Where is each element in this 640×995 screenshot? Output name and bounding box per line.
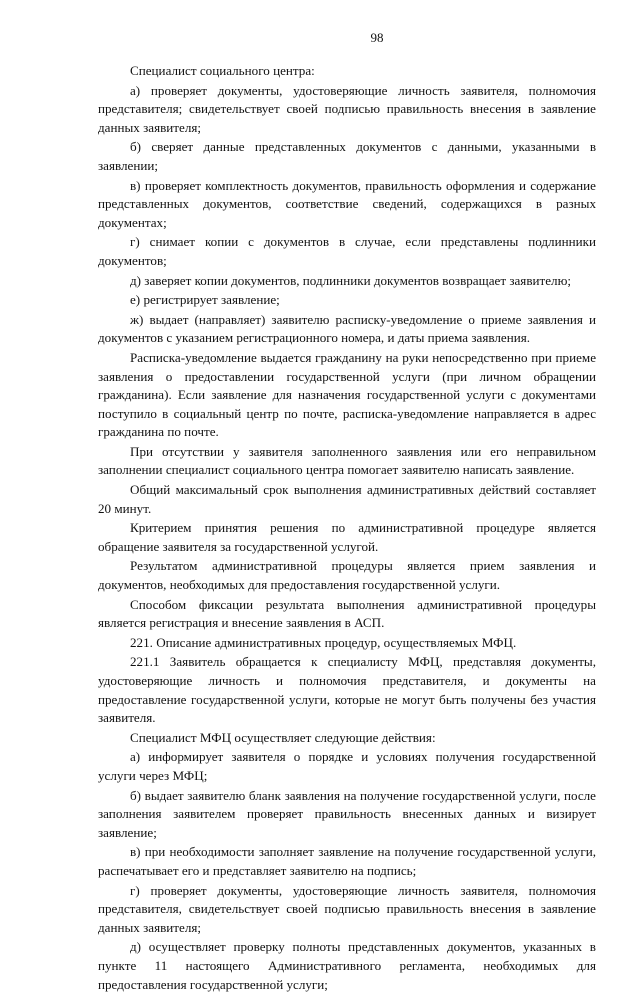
paragraph-mfc-item-d: д) осуществляет проверку полноты представленных документов, указанных в пункте 11 настоящего Административного регламента, необходимых для предоставления государственной услуги; bbox=[98, 939, 596, 992]
paragraph-item-e: е) регистрирует заявление; bbox=[130, 292, 280, 308]
paragraph-section-221-1: 221.1 Заявитель обращается к специалисту МФЦ, представляя документы, удостоверяющие личность и полномочия представителя, и документы на предоставление государственной услуги, которые не могут быть получены без участия заявителя. bbox=[98, 654, 596, 726]
paragraph-receipt-notice: Расписка-уведомление выдается гражданину на руки непосредственно при приеме заявления о предоставлении государственной услуги (при личном обращении гражданина). Если заявление для назначения государственной услуги с документами поступило в социальный центр по почте, расписка-уведомление направляется в адрес гражданина по почте. bbox=[98, 349, 596, 440]
paragraph-item-g: г) снимает копии с документов в случае, если представлены подлинники документов; bbox=[98, 234, 596, 268]
paragraph-item-d: д) заверяет копии документов, подлинники документов возвращает заявителю; bbox=[130, 272, 571, 288]
paragraph-section-221: 221. Описание административных процедур, осуществляемых МФЦ. bbox=[130, 634, 517, 650]
paragraph-mfc-specialist-heading: Специалист МФЦ осуществляет следующие действия: bbox=[130, 729, 436, 745]
paragraph-decision-criterion: Критерием принятия решения по административной процедуре является обращение заявителя за государственной услугой. bbox=[98, 520, 596, 554]
paragraph-procedure-result: Результатом административной процедуры является прием заявления и документов, необходимых для предоставления государственной услуги. bbox=[98, 558, 596, 593]
paragraph-missing-application: При отсутствии у заявителя заполненного заявления или его неправильном заполнении специалист социального центра помогает заявителю написать заявление. bbox=[98, 443, 596, 478]
paragraph-mfc-item-b: б) выдает заявителю бланк заявления на получение государственной услуги, после заполнения заявителем проверяет правильность внесенных данных и визирует заявление; bbox=[98, 787, 596, 840]
page-number: 98 bbox=[370, 30, 384, 45]
paragraph-specialist-heading: Специалист социального центра: bbox=[130, 63, 315, 78]
paragraph-item-zh: ж) выдает (направляет) заявителю расписку-уведомление о приеме заявления и документов с указанием регистрационного номера, и даты приема заявления. bbox=[98, 311, 596, 346]
paragraph-mfc-item-v: в) при необходимости заполняет заявление на получение государственной услуги, распечатывает его и представляет заявителю на подпись; bbox=[98, 844, 596, 878]
paragraph-mfc-item-g: г) проверяет документы, удостоверяющие личность заявителя, полномочия представителя, свидетельствует своей подписью правильность внесения в заявление данных заявителя; bbox=[98, 882, 596, 935]
paragraph-item-b: б) сверяет данные представленных документов с данными, указанными в заявлении; bbox=[98, 139, 596, 173]
paragraph-result-recording: Способом фиксации результата выполнения административной процедуры является регистрация и внесение заявления в АСП. bbox=[98, 596, 596, 631]
page-body bbox=[98, 62, 596, 995]
paragraph-item-v: в) проверяет комплектность документов, правильность оформления и содержание представленных документов, соответствие сведений, содержащихся в разных документах; bbox=[98, 177, 596, 230]
paragraph-mfc-item-a: а) информирует заявителя о порядке и условиях получения государственной услуги через МФЦ; bbox=[98, 749, 596, 783]
paragraph-max-duration: Общий максимальный срок выполнения административных действий составляет 20 минут. bbox=[98, 482, 596, 516]
paragraph-item-a: а) проверяет документы, удостоверяющие личность заявителя, полномочия представителя; свидетельствует своей подписью правильность внесения в заявление данных заявителя; bbox=[98, 82, 596, 135]
